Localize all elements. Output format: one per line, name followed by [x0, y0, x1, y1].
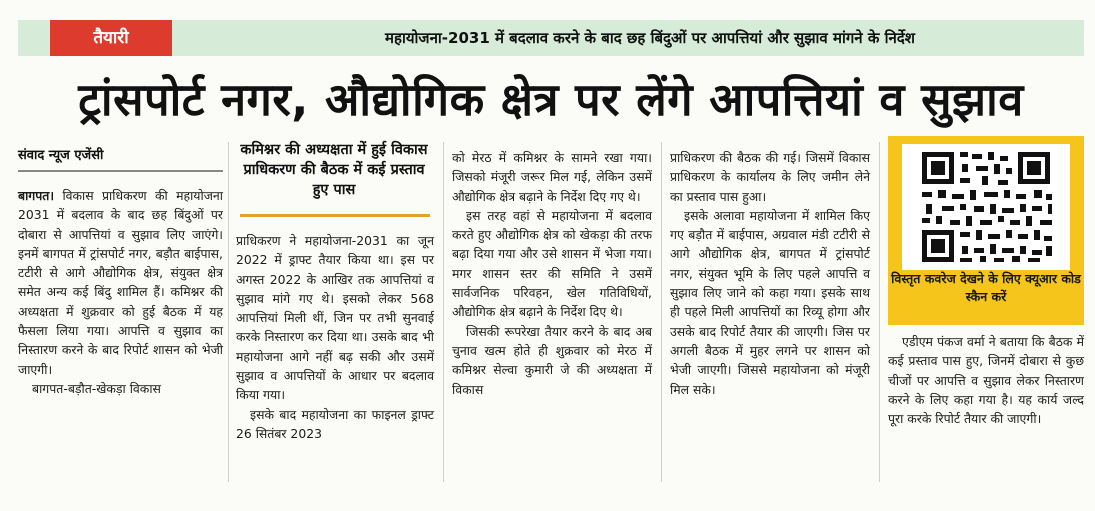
byline: संवाद न्यूज एजेंसी — [18, 148, 104, 163]
paragraph: प्राधिकरण ने महायोजना-2031 का जून 2022 में ड्राफ्ट तैयार किया था। इस पर अगस्त 2022 के आखिर तक आपत्तियां व सुझाव मांगे गए थे। इसको लेकर 568 आपत्तियां मिली थीं, जिन पर तभी सुनवाई करके निस्तारण कर दिया था। उसके बाद भी महायोजना आगे नहीं बढ़ सकी और उसमें सुझाव व आपत्तियों के आधार पर बदलाव किया गया। — [236, 233, 434, 403]
article-column-1 — [18, 186, 223, 398]
qr-code-icon — [902, 144, 1070, 270]
article-column-4 — [670, 148, 870, 399]
headline: ट्रांसपोर्ट नगर, औद्योगिक क्षेत्र पर लेंगे आपत्तियां व सुझाव — [78, 73, 1024, 126]
paragraph: इसके अलावा महायोजना में शामिल किए गए बड़ौत में बाईपास, अग्रवाल मंडी टटीरी से आगे औद्योगिक क्षेत्र, बागपत में ट्रांसपोर्ट नगर, संयुक्त भूमि के लिए पहले आपत्ति व सुझाव लिए जाने को कहा गया। इसके साथ ही पहले मिली आपत्तियों का रिव्यू होगा और उसके बाद रिपोर्ट तैयार की जाएगी। जिस पर अगली बैठक में मुहर लगने पर शासन को भेजी जाएगी। जिससे महायोजना को मंजूरी मिल सके। — [670, 207, 870, 397]
paragraph: इस तरह वहां से महायोजना में बदलाव करते हुए औद्योगिक क्षेत्र को खेकड़ा की तरफ बढ़ा दिया गया और उसे शासन में भेजा गया। मगर शासन स्तर की समिति ने उसमें सार्वजनिक परिवहन, खेल गतिविधियों, औद्योगिक क्षेत्र बढ़ाने के निर्देश दिए थे। — [452, 207, 652, 320]
subhead-divider — [240, 214, 430, 217]
byline-divider — [18, 170, 223, 172]
qr-promo-box — [888, 136, 1084, 325]
paragraph: इसके बाद महायोजना का फाइनल ड्राफ्ट 26 सितंबर 2023 — [236, 406, 434, 441]
article-column-3 — [452, 148, 652, 399]
paragraph: प्राधिकरण की बैठक की गई। जिसमें विकास प्राधिकरण के कार्यालय के लिए जमीन लेने का प्रस्ताव पास हुआ। — [670, 150, 870, 204]
paragraph: विकास प्राधिकरण की महायोजना 2031 में बदलाव के बाद छह बिंदुओं पर दोबारा से आपत्तियां व सुझाव लिए जाएंगे। इनमें बागपत में ट्रांसपोर्ट नगर, बड़ौत बाईपास, टटीरी से आगे औद्योगिक क्षेत्र, संयुक्त क्षेत्र समेत अन्य कई बिंदु शामिल हैं। कमिश्नर की अध्यक्षता में शुक्रवार को हुई बैठक में यह फैसला लिया गया। आपत्ति व सुझाव का निस्तारण करने के बाद रिपोर्ट शासन को भेजी जाएगी। — [18, 188, 223, 377]
column-divider — [661, 142, 662, 482]
column-divider — [228, 142, 229, 482]
subhead: कमिश्नर की अध्यक्षता में हुई विकास प्राधिकरण की बैठक में कई प्रस्ताव हुए पास — [240, 142, 428, 198]
paragraph: को मेरठ में कमिश्नर के सामने रखा गया। जिसको मंजूरी जरूर मिल गई, लेकिन उसमें औद्योगिक क्षेत्र बढ़ाने के निर्देश दिए गए थे। — [452, 150, 652, 204]
column-divider — [443, 142, 444, 482]
paragraph: जिसकी रूपरेखा तैयार करने के बाद अब चुनाव खत्म होते ही शुक्रवार को मेरठ में कमिश्नर सेल्वा कुमारी जे की अध्यक्षता में विकास — [452, 323, 652, 397]
qr-caption: विस्तृत कवरेज देखने के लिए क्यूआर कोड स्कैन करें — [891, 271, 1081, 304]
section-tag: तैयारी — [50, 20, 172, 56]
article-column-5 — [888, 332, 1084, 428]
column-divider — [879, 142, 880, 482]
paragraph: बागपत-बड़ौत-खेकड़ा विकास — [32, 380, 161, 396]
paragraph: एडीएम पंकज वर्मा ने बताया कि बैठक में कई प्रस्ताव पास हुए, जिनमें दोबारा से कुछ चीजों पर आपत्ति व सुझाव लेकर निस्तारण करने के लिए कहा गया है। यह कार्य जल्द पूरा करके रिपोर्ट तैयार की जाएगी। — [888, 334, 1084, 427]
kicker-text: महायोजना-2031 में बदलाव करने के बाद छह बिंदुओं पर आपत्तियां और सुझाव मांगने के निर्देश — [385, 29, 915, 47]
dateline: बागपत। — [18, 188, 55, 203]
article-column-2 — [236, 231, 434, 443]
